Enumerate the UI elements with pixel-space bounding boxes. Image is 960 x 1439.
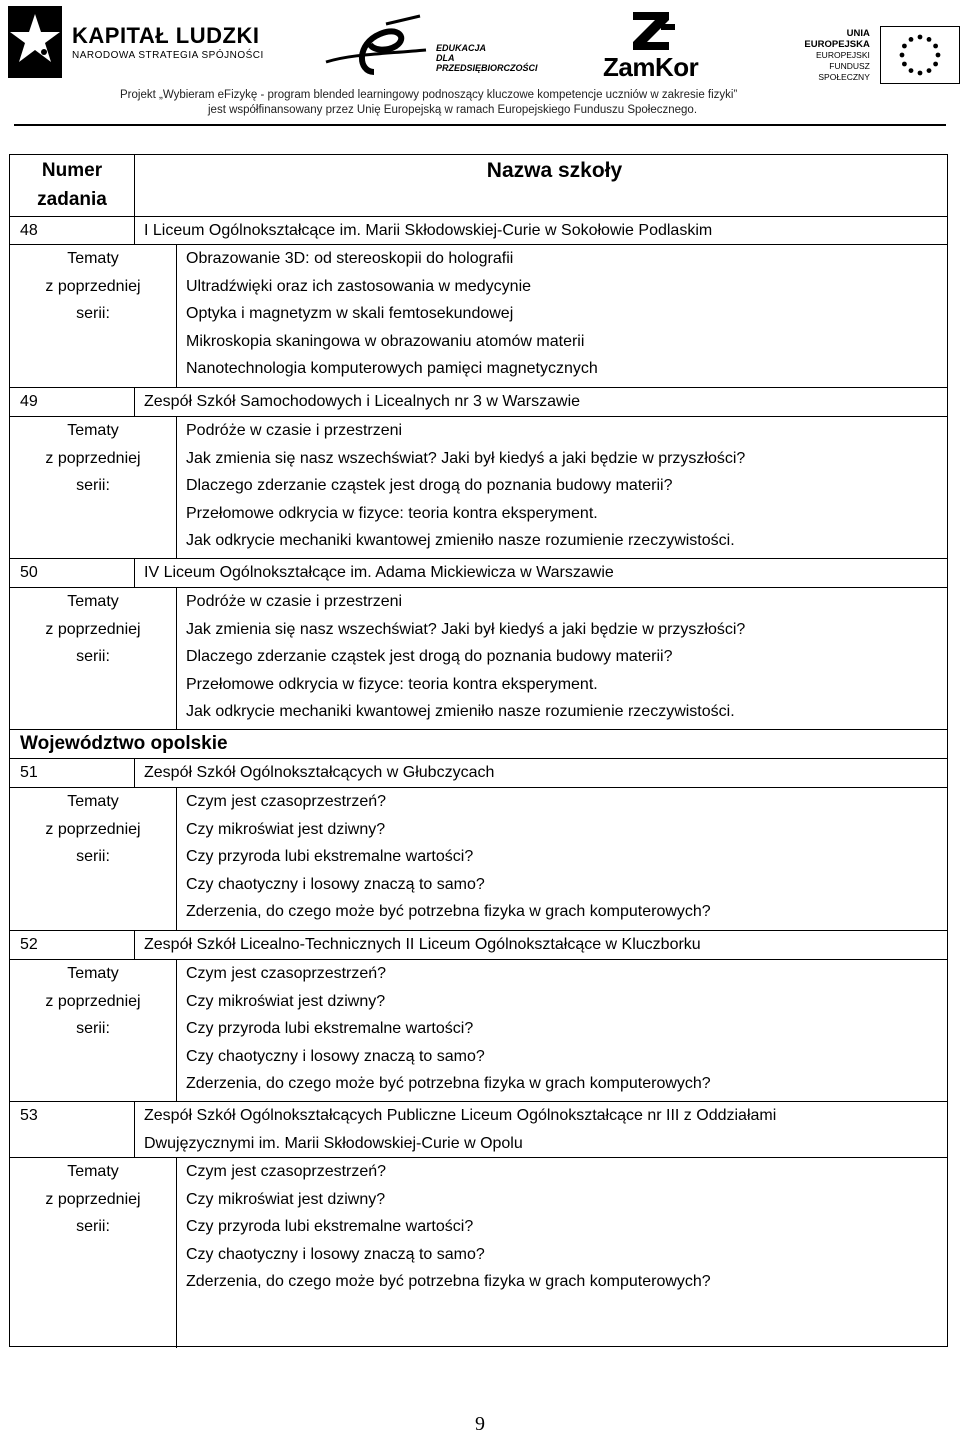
task-number: 50	[20, 564, 38, 581]
edukacja-swoosh-icon	[322, 14, 432, 84]
topic-item: Zderzenia, do czego może być potrzebna fizyka w grach komputerowych?	[186, 903, 711, 920]
project-info	[120, 88, 860, 118]
col-number-header: Numer zadania	[37, 160, 107, 210]
task-number: 51	[20, 764, 38, 781]
topic-item: Mikroskopia skaningowa w obrazowaniu atomów materii	[186, 332, 585, 350]
topic-item: Czy chaotyczny i losowy znaczą to samo?	[186, 875, 485, 893]
zamkor-logo	[603, 10, 698, 83]
voivodeship-heading-row	[10, 730, 947, 759]
table-row-topics-50	[10, 588, 947, 730]
topics-label: Tematy z poprzedniej serii:	[45, 250, 141, 322]
eu-logo	[782, 26, 960, 84]
kapital-ludzki-subtitle: NARODOWA STRATEGIA SPÓJNOŚCI	[72, 50, 264, 61]
eu-text-1: UNIA EUROPEJSKA	[804, 27, 870, 50]
schools-table	[9, 154, 948, 1347]
school-name-line-2: Dwujęzycznymi im. Marii Skłodowskiej-Curie w Opolu	[144, 1135, 523, 1152]
table-row-topics-48	[10, 245, 947, 388]
project-line-2: jest współfinansowany przez Unię Europejską w ramach Europejskiego Funduszu Społecznego.	[208, 104, 698, 116]
topic-item: Czy mikroświat jest dziwny?	[186, 820, 386, 838]
table-row-school-51	[10, 759, 947, 788]
topic-item: Dlaczego zderzanie cząstek jest drogą do poznania budowy materii?	[186, 477, 673, 494]
edukacja-text-1: EDUKACJA	[436, 43, 487, 53]
topic-item: Przełomowe odkrycia w fizyce: teoria kontra eksperyment.	[186, 675, 598, 693]
topic-item: Czym jest czasoprzestrzeń?	[186, 1163, 387, 1180]
topic-item: Podróże w czasie i przestrzeni	[186, 593, 403, 610]
topics-label: Tematy z poprzedniej serii:	[45, 593, 141, 665]
topic-item: Czy przyroda lubi ekstremalne wartości?	[186, 1218, 474, 1235]
col-name-header: Nazwa szkoły	[486, 159, 623, 182]
topics-label: Tematy z poprzedniej serii:	[45, 422, 141, 494]
topics-label: Tematy z poprzedniej serii:	[45, 965, 141, 1037]
topic-item: Jak zmienia się nasz wszechświat? Jaki był kiedyś a jaki będzie w przyszłości?	[186, 449, 746, 467]
topics-label: Tematy z poprzedniej serii:	[45, 1163, 141, 1235]
edukacja-text-3: PRZEDSIĘBIORCZOŚCI	[436, 63, 538, 73]
topic-item: Jak odkrycie mechaniki kwantowej zmieniło nasze rozumienie rzeczywistości.	[186, 532, 735, 549]
page-number: 9	[475, 1413, 485, 1435]
topic-item: Czy przyroda lubi ekstremalne wartości?	[186, 1020, 474, 1037]
school-name: I Liceum Ogólnokształcące im. Marii Skłodowskiej-Curie w Sokołowie Podlaskim	[144, 222, 713, 239]
kapital-ludzki-star-icon	[4, 2, 66, 82]
task-number: 49	[20, 393, 38, 410]
topic-item: Optyka i magnetyzm w skali femtosekundowej	[186, 305, 514, 322]
kapital-ludzki-logo	[4, 2, 264, 82]
topic-item: Czym jest czasoprzestrzeń?	[186, 965, 387, 982]
topic-item: Dlaczego zderzanie cząstek jest drogą do poznania budowy materii?	[186, 648, 673, 665]
table-row-school-50	[10, 559, 947, 588]
task-number: 52	[20, 936, 38, 953]
topic-item: Przełomowe odkrycia w fizyce: teoria kontra eksperyment.	[186, 504, 598, 522]
school-name: IV Liceum Ogólnokształcące im. Adama Mickiewicza w Warszawie	[144, 564, 614, 581]
eu-flag-icon	[880, 26, 960, 84]
school-name: Zespół Szkół Samochodowych i Licealnych nr 3 w Warszawie	[144, 393, 581, 410]
school-name: Zespół Szkół Licealno-Technicznych II Liceum Ogólnokształcące w Kluczborku	[144, 936, 701, 953]
eu-text-3: FUNDUSZ SPOŁECZNY	[818, 60, 870, 82]
edukacja-text-2: DLA	[436, 53, 455, 63]
header-divider	[14, 124, 946, 126]
table-header-row	[10, 155, 947, 217]
topic-item: Nanotechnologia komputerowych pamięci magnetycznych	[186, 360, 598, 377]
table-row-topics-49	[10, 417, 947, 559]
topic-item: Czy przyroda lubi ekstremalne wartości?	[186, 848, 474, 865]
zamkor-brand: ZamKor	[603, 52, 699, 82]
project-line-1: Projekt „Wybieram eFizykę - program blended learningowy podnoszący kluczowe kompetencje uczniów w zakresie fizyki”	[120, 89, 738, 101]
table-row-topics-53	[10, 1158, 947, 1348]
topic-item: Jak odkrycie mechaniki kwantowej zmieniło nasze rozumienie rzeczywistości.	[186, 703, 735, 720]
zamkor-emblem-icon	[621, 10, 681, 54]
topic-item: Zderzenia, do czego może być potrzebna fizyka w grach komputerowych?	[186, 1075, 711, 1092]
topic-item: Czym jest czasoprzestrzeń?	[186, 793, 387, 810]
table-row-school-49	[10, 388, 947, 417]
topic-item: Jak zmienia się nasz wszechświat? Jaki był kiedyś a jaki będzie w przyszłości?	[186, 620, 746, 638]
task-number: 53	[20, 1107, 38, 1124]
table-row-topics-52	[10, 960, 947, 1102]
page-header	[0, 0, 960, 128]
topic-item: Ultradźwięki oraz ich zastosowania w medycynie	[186, 277, 532, 295]
topic-item: Podróże w czasie i przestrzeni	[186, 422, 403, 439]
school-name-line-1: Zespół Szkół Ogólnokształcących Publiczne Liceum Ogólnokształcące nr III z Oddziałami	[144, 1107, 777, 1124]
topic-item: Obrazowanie 3D: od stereoskopii do holografii	[186, 250, 514, 267]
eu-text-2: EUROPEJSKI	[816, 49, 870, 60]
topics-label: Tematy z poprzedniej serii:	[45, 793, 141, 865]
school-name: Zespół Szkół Ogólnokształcących w Głubczycach	[144, 764, 495, 781]
topic-item: Czy chaotyczny i losowy znaczą to samo?	[186, 1245, 485, 1263]
table-row-school-53	[10, 1102, 947, 1158]
table-row-school-48	[10, 217, 947, 245]
table-row-school-52	[10, 931, 947, 960]
topic-item: Czy mikroświat jest dziwny?	[186, 1190, 386, 1208]
voivodeship-heading: Województwo opolskie	[20, 733, 228, 754]
topic-item: Czy mikroświat jest dziwny?	[186, 992, 386, 1010]
task-number: 48	[20, 222, 38, 239]
kapital-ludzki-brand: KAPITAŁ LUDZKI	[72, 23, 260, 48]
table-row-topics-51	[10, 788, 947, 931]
edukacja-logo	[322, 14, 538, 84]
topic-item: Zderzenia, do czego może być potrzebna fizyka w grach komputerowych?	[186, 1273, 711, 1290]
topic-item: Czy chaotyczny i losowy znaczą to samo?	[186, 1047, 485, 1065]
